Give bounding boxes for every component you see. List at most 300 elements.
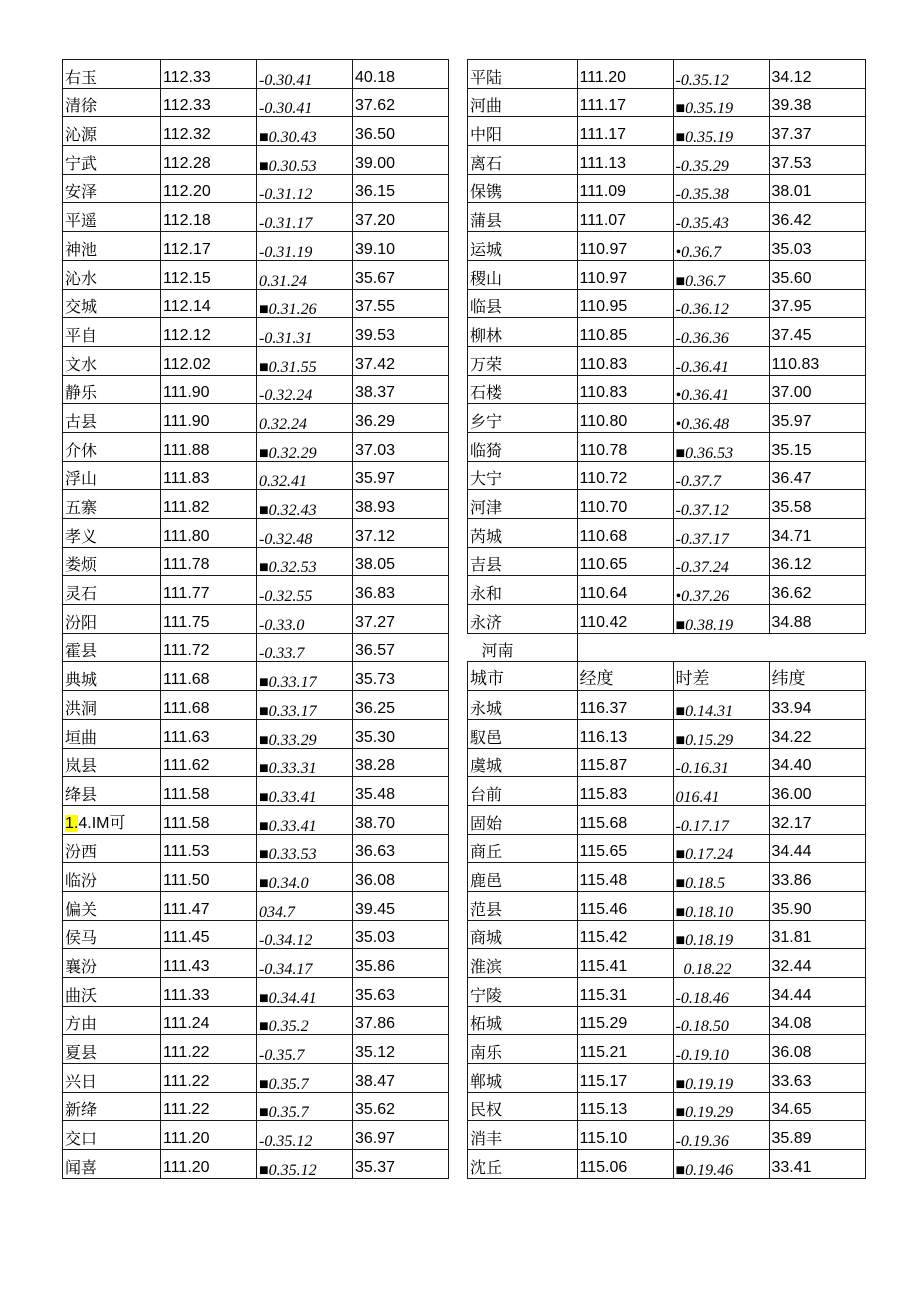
time-diff-cell [673,146,769,175]
longitude-cell: 110.65 [577,547,673,576]
latitude-cell: 38.28 [353,748,449,777]
time-diff-cell [257,461,353,490]
table-row [468,777,866,806]
latitude-cell: 34.71 [769,519,865,548]
longitude-cell: 115.65 [577,834,673,863]
longitude-cell: 111.24 [161,1006,257,1035]
time-diff-cell [673,777,769,806]
time-diff-cell [673,289,769,318]
table-row [63,691,449,720]
time-diff-value: -0.19.10 [675,1047,729,1064]
city-cell: 偏关 [63,891,161,920]
longitude-cell: 110.70 [577,490,673,519]
time-diff-value: -0.36.36 [675,329,729,347]
time-diff-value: -0.19.36 [675,1133,729,1150]
city-cell: 永和 [468,576,578,605]
time-diff-cell [673,1092,769,1121]
city-cell: 垣曲 [63,719,161,748]
time-diff-cell [673,605,769,634]
time-diff-value: -0.35.7 [259,1047,305,1064]
table-row [468,1092,866,1121]
longitude-cell: 110.95 [577,289,673,318]
longitude-cell: 111.22 [161,1064,257,1093]
city-cell: 消丰 [468,1121,578,1150]
time-diff-cell [673,691,769,720]
table-row [468,318,866,347]
longitude-cell: 110.97 [577,260,673,289]
longitude-cell: 111.47 [161,891,257,920]
city-cell: 浮山 [63,461,161,490]
time-diff-cell [673,174,769,203]
time-diff-value: 0.18.22 [675,961,732,978]
table-row [63,318,449,347]
table-row [63,978,449,1007]
table-row [63,346,449,375]
time-diff-value: ■0.30.43 [259,129,317,146]
longitude-cell: 111.09 [577,174,673,203]
time-diff-cell [257,232,353,261]
henan-section [468,633,866,690]
time-diff-value: ■0.32.53 [259,559,317,576]
time-diff-cell [673,432,769,461]
time-diff-cell [257,834,353,863]
latitude-cell: 36.08 [353,863,449,892]
time-diff-cell [673,1006,769,1035]
city-cell: 文水 [63,346,161,375]
city-cell: 乡宁 [468,404,578,433]
time-diff-cell [257,60,353,89]
time-diff-value: -0.36.12 [675,301,729,318]
table-row [468,605,866,634]
time-diff-cell [673,719,769,748]
time-diff-cell [673,949,769,978]
time-diff-value: ■0.15.29 [675,731,734,748]
table-row [468,432,866,461]
time-diff-value: -0.32.48 [259,530,313,548]
city-cell: 清徐 [63,88,161,117]
latitude-cell: 35.67 [353,260,449,289]
city-cell: 古县 [63,404,161,433]
table-row [63,805,449,834]
longitude-cell: 115.41 [577,949,673,978]
latitude-cell: 34.44 [769,834,865,863]
city-cell: 汾阳 [63,605,161,634]
latitude-cell: 35.15 [769,432,865,461]
header-city: 城市 [468,662,578,691]
time-diff-cell [257,891,353,920]
time-diff-value: -0.34.17 [259,961,313,978]
table-row [63,404,449,433]
longitude-cell: 115.68 [577,805,673,834]
latitude-cell: 37.37 [769,117,865,146]
latitude-cell: 35.89 [769,1121,865,1150]
city-cell: 沁水 [63,260,161,289]
latitude-cell: 38.47 [353,1064,449,1093]
longitude-cell: 115.31 [577,978,673,1007]
longitude-cell: 111.58 [161,805,257,834]
latitude-cell: 35.62 [353,1092,449,1121]
time-diff-value: -0.33.7 [259,645,305,662]
time-diff-cell [257,375,353,404]
time-diff-value: ■0.35.7 [259,1104,309,1121]
table-row [63,719,449,748]
time-diff-value: •0.36.48 [675,415,730,433]
highlighted-text: 1. [65,814,79,832]
city-cell: 保镌 [468,174,578,203]
city-cell: 方由 [63,1006,161,1035]
table-row [63,490,449,519]
longitude-cell: 111.82 [161,490,257,519]
table-row [63,547,449,576]
longitude-cell: 111.50 [161,863,257,892]
table-row [63,1150,449,1179]
time-diff-value: -0.37.17 [675,530,729,548]
time-diff-cell [673,519,769,548]
city-cell: 虞城 [468,748,578,777]
time-diff-cell [673,232,769,261]
longitude-cell: 115.10 [577,1121,673,1150]
table-row [63,432,449,461]
table-row [468,117,866,146]
time-diff-cell [257,1092,353,1121]
city-cell: 柳林 [468,318,578,347]
longitude-cell: 111.80 [161,519,257,548]
time-diff-cell [673,404,769,433]
city-cell: 典城 [63,662,161,691]
city-cell: 娄烦 [63,547,161,576]
time-diff-value: ■0.18.10 [675,903,734,921]
longitude-cell: 110.83 [577,375,673,404]
header-time-diff: 时差 [673,662,769,691]
latitude-cell: 36.42 [769,203,865,232]
longitude-cell: 111.68 [161,691,257,720]
time-diff-cell [257,346,353,375]
table-row [468,949,866,978]
longitude-cell: 110.68 [577,519,673,548]
time-diff-value: -0.31.17 [259,215,313,232]
longitude-cell: 111.78 [161,547,257,576]
header-longitude: 经度 [577,662,673,691]
longitude-cell: 115.13 [577,1092,673,1121]
longitude-cell: 112.14 [161,289,257,318]
time-diff-cell [257,174,353,203]
latitude-cell: 110.83 [769,346,865,375]
time-diff-cell [673,1121,769,1150]
city-cell: 平遥 [63,203,161,232]
time-diff-cell [673,203,769,232]
time-diff-cell [257,633,353,662]
time-diff-value: ■0.18.19 [675,932,734,949]
time-diff-cell [257,1006,353,1035]
latitude-cell: 36.57 [353,633,449,662]
city-name: 4.IM可 [78,814,126,832]
time-diff-value: -0.37.7 [675,473,721,490]
latitude-cell: 33.41 [769,1150,865,1179]
city-cell: 柘城 [468,1006,578,1035]
table-row [63,232,449,261]
city-cell: 介休 [63,432,161,461]
time-diff-cell [257,260,353,289]
section-title: 河南 [468,633,578,662]
longitude-cell: 111.75 [161,605,257,634]
latitude-cell: 38.05 [353,547,449,576]
time-diff-value: -0.16.31 [675,760,729,777]
time-diff-cell [257,117,353,146]
time-diff-value: ■0.36.7 [675,272,726,289]
city-cell: 台前 [468,777,578,806]
longitude-cell: 112.15 [161,260,257,289]
table-row [468,1006,866,1035]
time-diff-value: -0.35.12 [675,71,729,89]
city-cell: 永济 [468,605,578,634]
latitude-cell: 34.22 [769,719,865,748]
time-diff-value: -0.35.38 [675,186,729,203]
city-cell: 中阳 [468,117,578,146]
latitude-cell: 35.60 [769,260,865,289]
header-latitude: 纬度 [769,662,865,691]
latitude-cell: 36.97 [353,1121,449,1150]
longitude-cell: 111.68 [161,662,257,691]
latitude-cell: 38.70 [353,805,449,834]
longitude-cell: 111.33 [161,978,257,1007]
time-diff-value: ■0.32.43 [259,502,317,519]
right-city-table [467,59,866,1179]
time-diff-value: ■0.33.17 [259,702,317,720]
time-diff-cell [673,576,769,605]
city-cell: 大宁 [468,461,578,490]
table-row [63,748,449,777]
time-diff-value: 0.31.24 [259,272,307,289]
table-row [63,146,449,175]
table-row [63,174,449,203]
time-diff-value: •0.36.7 [675,243,722,261]
latitude-cell: 33.94 [769,691,865,720]
city-cell [63,805,161,834]
longitude-cell: 115.48 [577,863,673,892]
table-row [63,260,449,289]
latitude-cell: 38.93 [353,490,449,519]
time-diff-value: ■0.33.53 [259,846,317,863]
left-city-table [62,59,449,1179]
longitude-cell: 111.62 [161,748,257,777]
time-diff-cell [257,805,353,834]
latitude-cell: 36.62 [769,576,865,605]
time-diff-cell [257,719,353,748]
longitude-cell: 111.07 [577,203,673,232]
longitude-cell: 111.20 [161,1121,257,1150]
longitude-cell: 111.13 [577,146,673,175]
longitude-cell: 111.88 [161,432,257,461]
longitude-cell: 112.17 [161,232,257,261]
city-cell: 宁武 [63,146,161,175]
city-cell: 稷山 [468,260,578,289]
time-diff-value: ■0.33.17 [259,674,317,691]
longitude-cell: 111.77 [161,576,257,605]
city-cell: 侯马 [63,920,161,949]
longitude-cell: 110.97 [577,232,673,261]
time-diff-cell [673,1064,769,1093]
table-row [468,461,866,490]
city-cell: 商城 [468,920,578,949]
city-cell: 固始 [468,805,578,834]
latitude-cell: 36.25 [353,691,449,720]
time-diff-value: -0.17.17 [675,817,729,835]
city-cell: 商丘 [468,834,578,863]
latitude-cell: 32.17 [769,805,865,834]
table-row [468,891,866,920]
longitude-cell: 110.42 [577,605,673,634]
right-table-bottom-body [468,691,866,1179]
time-diff-cell [673,346,769,375]
latitude-cell: 35.03 [769,232,865,261]
time-diff-value: ■0.35.19 [675,100,734,117]
city-cell: 交城 [63,289,161,318]
table-row [468,232,866,261]
table-row [468,146,866,175]
city-cell: 襄汾 [63,949,161,978]
latitude-cell: 37.53 [769,146,865,175]
header-row [468,662,866,691]
table-row [468,289,866,318]
city-cell: 运城 [468,232,578,261]
longitude-cell: 112.18 [161,203,257,232]
time-diff-value: -0.35.43 [675,215,729,232]
city-cell: 河曲 [468,88,578,117]
table-row [63,88,449,117]
latitude-cell: 35.97 [769,404,865,433]
city-cell: 鹿邑 [468,863,578,892]
city-cell: 静乐 [63,375,161,404]
latitude-cell: 31.81 [769,920,865,949]
latitude-cell: 37.45 [769,318,865,347]
time-diff-cell [257,404,353,433]
table-row [468,519,866,548]
time-diff-value: -0.18.46 [675,989,729,1007]
latitude-cell: 35.63 [353,978,449,1007]
time-diff-value: -0.32.55 [259,588,313,605]
latitude-cell: 35.73 [353,662,449,691]
time-diff-cell [257,576,353,605]
time-diff-value: -0.37.12 [675,502,729,519]
time-diff-cell [673,805,769,834]
latitude-cell: 33.86 [769,863,865,892]
table-row [63,375,449,404]
time-diff-value: ■0.36.53 [675,444,734,462]
latitude-cell: 36.47 [769,461,865,490]
city-cell: 范县 [468,891,578,920]
city-cell: 民权 [468,1092,578,1121]
time-diff-cell [673,260,769,289]
time-diff-value: •0.36.41 [675,387,730,404]
city-cell: 沁源 [63,117,161,146]
longitude-cell: 111.17 [577,117,673,146]
city-cell: 离石 [468,146,578,175]
time-diff-cell [257,547,353,576]
table-row [63,662,449,691]
city-cell: 平自 [63,318,161,347]
city-cell: 临县 [468,289,578,318]
longitude-cell: 112.28 [161,146,257,175]
time-diff-cell [257,519,353,548]
table-row [63,519,449,548]
table-row [63,289,449,318]
longitude-cell: 116.37 [577,691,673,720]
latitude-cell: 35.86 [353,949,449,978]
longitude-cell: 111.72 [161,633,257,662]
table-row [63,1006,449,1035]
city-cell: 郸城 [468,1064,578,1093]
time-diff-value: ■0.30.53 [259,157,317,175]
time-diff-value: ■0.33.29 [259,731,317,748]
longitude-cell: 112.33 [161,88,257,117]
time-diff-value: -0.18.50 [675,1018,729,1035]
city-cell: 孝义 [63,519,161,548]
table-row [468,748,866,777]
time-diff-value: ■0.35.2 [259,1018,309,1035]
time-diff-cell [673,490,769,519]
city-cell: 神池 [63,232,161,261]
longitude-cell: 111.43 [161,949,257,978]
latitude-cell: 35.37 [353,1150,449,1179]
longitude-cell: 115.17 [577,1064,673,1093]
latitude-cell: 34.08 [769,1006,865,1035]
time-diff-cell [673,748,769,777]
longitude-cell: 110.72 [577,461,673,490]
city-cell: 灵石 [63,576,161,605]
latitude-cell: 32.44 [769,949,865,978]
table-row [63,1121,449,1150]
city-cell: 南乐 [468,1035,578,1064]
time-diff-cell [673,117,769,146]
longitude-cell: 110.64 [577,576,673,605]
latitude-cell: 33.63 [769,1064,865,1093]
longitude-cell: 111.83 [161,461,257,490]
city-cell: 汾西 [63,834,161,863]
longitude-cell: 115.42 [577,920,673,949]
time-diff-cell [673,920,769,949]
table-row [468,203,866,232]
latitude-cell: 36.08 [769,1035,865,1064]
time-diff-cell [257,318,353,347]
time-diff-cell [673,461,769,490]
latitude-cell: 37.00 [769,375,865,404]
table-row [468,260,866,289]
latitude-cell: 39.38 [769,88,865,117]
time-diff-cell [673,60,769,89]
latitude-cell: 37.55 [353,289,449,318]
table-row [468,834,866,863]
latitude-cell: 37.27 [353,605,449,634]
table-row [468,576,866,605]
table-row [468,1064,866,1093]
latitude-cell: 37.42 [353,346,449,375]
city-cell: 万荣 [468,346,578,375]
time-diff-cell [673,1150,769,1179]
latitude-cell: 35.12 [353,1035,449,1064]
table-row [468,490,866,519]
time-diff-value: -0.35.12 [259,1133,313,1150]
table-row [63,576,449,605]
latitude-cell: 35.48 [353,777,449,806]
time-diff-cell [257,662,353,691]
city-cell: 临汾 [63,863,161,892]
city-cell: 交口 [63,1121,161,1150]
table-row [468,691,866,720]
longitude-cell: 115.21 [577,1035,673,1064]
city-cell: 宁陵 [468,978,578,1007]
latitude-cell: 37.62 [353,88,449,117]
latitude-cell: 36.12 [769,547,865,576]
